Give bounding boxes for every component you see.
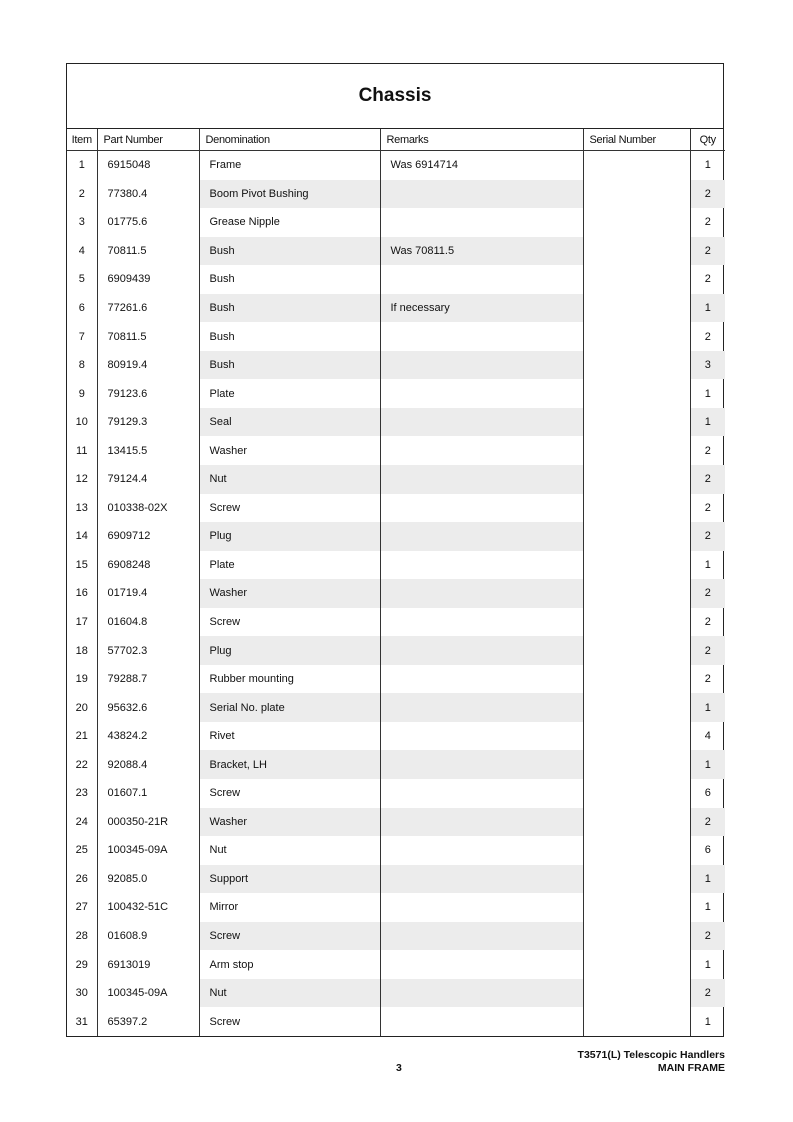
title-box — [67, 64, 723, 129]
denomination-cell: Nut — [199, 836, 380, 865]
serial-number-cell — [583, 494, 690, 523]
denomination-cell: Mirror — [199, 893, 380, 922]
qty-cell: 2 — [704, 673, 711, 686]
qty-cell: 2 — [704, 216, 711, 229]
qty-cell: 2 — [704, 444, 711, 457]
serial-number-cell — [583, 1007, 690, 1036]
table-row — [67, 436, 725, 465]
serial-number-cell — [583, 865, 690, 894]
item-cell: 5 — [67, 265, 97, 294]
remarks-cell — [380, 750, 583, 779]
part-number-cell: 70811.5 — [97, 237, 199, 266]
denomination-cell: Plug — [199, 636, 380, 665]
remarks-cell — [380, 950, 583, 979]
table-row — [67, 608, 725, 637]
denomination-cell: Rivet — [199, 722, 380, 751]
part-number-cell: 6908248 — [97, 551, 199, 580]
serial-number-cell — [583, 322, 690, 351]
parts-table — [67, 129, 725, 1036]
column-header-remarks: Remarks — [380, 129, 583, 151]
remarks-cell — [380, 636, 583, 665]
serial-number-cell — [583, 351, 690, 380]
item-cell: 8 — [67, 351, 97, 380]
qty-cell: 3 — [690, 351, 725, 380]
serial-number-cell — [583, 922, 690, 951]
item-cell: 3 — [67, 208, 97, 237]
serial-number-cell — [583, 608, 690, 637]
document-title: T3571(L) Telescopic Handlers — [577, 1049, 725, 1061]
item-cell: 7 — [67, 322, 97, 351]
column-header-denomination: Denomination — [199, 129, 380, 151]
remarks-cell: If necessary — [380, 294, 583, 323]
qty-cell: 1 — [704, 159, 711, 172]
table-row — [67, 865, 725, 894]
qty-cell: 6 — [704, 844, 711, 857]
item-cell: 1 — [67, 151, 97, 180]
denomination-cell: Bush — [199, 237, 380, 266]
remarks-cell — [380, 665, 583, 694]
table-row — [67, 551, 725, 580]
part-number-cell: 010338-02X — [97, 494, 199, 523]
denomination-cell: Screw — [199, 779, 380, 808]
item-cell: 22 — [67, 750, 97, 779]
table-row — [67, 379, 725, 408]
table-row — [67, 465, 725, 494]
table-row — [67, 408, 725, 437]
denomination-cell: Screw — [199, 922, 380, 951]
table-row — [67, 922, 725, 951]
qty-cell: 2 — [690, 808, 725, 837]
part-number-cell: 92085.0 — [97, 865, 199, 894]
qty-cell: 2 — [690, 979, 725, 1008]
item-cell: 10 — [67, 408, 97, 437]
remarks-cell — [380, 808, 583, 837]
serial-number-cell — [583, 579, 690, 608]
denomination-cell: Screw — [199, 1007, 380, 1036]
part-number-cell: 77380.4 — [97, 180, 199, 209]
denomination-cell: Boom Pivot Bushing — [199, 180, 380, 209]
part-number-cell: 01719.4 — [97, 579, 199, 608]
serial-number-cell — [583, 379, 690, 408]
item-cell: 29 — [67, 950, 97, 979]
qty-cell: 2 — [704, 616, 711, 629]
item-cell: 15 — [67, 551, 97, 580]
remarks-cell — [380, 522, 583, 551]
part-number-cell: 95632.6 — [97, 693, 199, 722]
parts-list-frame — [66, 63, 724, 1037]
serial-number-cell — [583, 151, 690, 180]
serial-number-cell — [583, 522, 690, 551]
serial-number-cell — [583, 265, 690, 294]
item-cell: 19 — [67, 665, 97, 694]
table-row — [67, 180, 725, 209]
qty-cell: 1 — [704, 958, 711, 971]
denomination-cell: Washer — [199, 808, 380, 837]
denomination-cell: Screw — [199, 608, 380, 637]
serial-number-cell — [583, 722, 690, 751]
item-cell: 21 — [67, 722, 97, 751]
denomination-cell: Support — [199, 865, 380, 894]
denomination-cell: Grease Nipple — [199, 208, 380, 237]
part-number-cell: 6909712 — [97, 522, 199, 551]
column-header-item: Item — [67, 129, 97, 151]
column-header-part-number: Part Number — [97, 129, 199, 151]
serial-number-cell — [583, 779, 690, 808]
part-number-cell: 01607.1 — [97, 779, 199, 808]
denomination-cell: Bracket, LH — [199, 750, 380, 779]
part-number-cell: 79288.7 — [97, 665, 199, 694]
qty-cell: 1 — [690, 693, 725, 722]
part-number-cell: 100345-09A — [97, 836, 199, 865]
serial-number-cell — [583, 979, 690, 1008]
remarks-cell — [380, 579, 583, 608]
table-row — [67, 893, 725, 922]
serial-number-cell — [583, 208, 690, 237]
serial-number-cell — [583, 636, 690, 665]
part-number-cell: 79124.4 — [97, 465, 199, 494]
table-row — [67, 294, 725, 323]
table-row — [67, 322, 725, 351]
denomination-cell: Plate — [199, 551, 380, 580]
item-cell: 27 — [67, 893, 97, 922]
qty-cell: 2 — [690, 636, 725, 665]
part-number-cell: 65397.2 — [97, 1007, 199, 1036]
serial-number-cell — [583, 436, 690, 465]
serial-number-cell — [583, 408, 690, 437]
serial-number-cell — [583, 950, 690, 979]
remarks-cell — [380, 979, 583, 1008]
table-row — [67, 237, 725, 266]
qty-cell: 2 — [704, 273, 711, 286]
qty-cell: 2 — [690, 522, 725, 551]
item-cell: 30 — [67, 979, 97, 1008]
part-number-cell: 79129.3 — [97, 408, 199, 437]
part-number-cell: 6913019 — [97, 950, 199, 979]
denomination-cell: Serial No. plate — [199, 693, 380, 722]
qty-cell: 2 — [690, 922, 725, 951]
qty-cell: 1 — [704, 387, 711, 400]
table-row — [67, 636, 725, 665]
item-cell: 28 — [67, 922, 97, 951]
denomination-cell: Bush — [199, 351, 380, 380]
denomination-cell: Plug — [199, 522, 380, 551]
part-number-cell: 100345-09A — [97, 979, 199, 1008]
serial-number-cell — [583, 665, 690, 694]
part-number-cell: 01604.8 — [97, 608, 199, 637]
remarks-cell — [380, 922, 583, 951]
part-number-cell: 01775.6 — [97, 208, 199, 237]
serial-number-cell — [583, 180, 690, 209]
item-cell: 13 — [67, 494, 97, 523]
item-cell: 23 — [67, 779, 97, 808]
qty-cell: 1 — [690, 294, 725, 323]
serial-number-cell — [583, 294, 690, 323]
item-cell: 2 — [67, 180, 97, 209]
remarks-cell — [380, 1007, 583, 1036]
table-row — [67, 208, 725, 237]
qty-cell: 1 — [690, 865, 725, 894]
denomination-cell: Bush — [199, 322, 380, 351]
remarks-cell: Was 70811.5 — [380, 237, 583, 266]
page-title: Chassis — [358, 85, 432, 106]
remarks-cell — [380, 180, 583, 209]
item-cell: 25 — [67, 836, 97, 865]
part-number-cell: 01608.9 — [97, 922, 199, 951]
item-cell: 17 — [67, 608, 97, 637]
qty-cell: 1 — [704, 1015, 711, 1028]
qty-cell: 2 — [690, 579, 725, 608]
part-number-cell: 13415.5 — [97, 436, 199, 465]
remarks-cell — [380, 494, 583, 523]
part-number-cell: 70811.5 — [97, 322, 199, 351]
denomination-cell: Washer — [199, 579, 380, 608]
qty-cell: 1 — [690, 750, 725, 779]
column-header-serial-number: Serial Number — [583, 129, 690, 151]
qty-cell: 1 — [704, 558, 711, 571]
part-number-cell: 79123.6 — [97, 379, 199, 408]
table-row — [67, 950, 725, 979]
denomination-cell: Seal — [199, 408, 380, 437]
item-cell: 18 — [67, 636, 97, 665]
denomination-cell: Washer — [199, 436, 380, 465]
denomination-cell: Plate — [199, 379, 380, 408]
remarks-cell — [380, 208, 583, 237]
remarks-cell — [380, 608, 583, 637]
serial-number-cell — [583, 237, 690, 266]
serial-number-cell — [583, 693, 690, 722]
serial-number-cell — [583, 750, 690, 779]
part-number-cell: 43824.2 — [97, 722, 199, 751]
table-row — [67, 836, 725, 865]
part-number-cell: 6909439 — [97, 265, 199, 294]
denomination-cell: Rubber mounting — [199, 665, 380, 694]
item-cell: 12 — [67, 465, 97, 494]
part-number-cell: 92088.4 — [97, 750, 199, 779]
serial-number-cell — [583, 551, 690, 580]
table-row — [67, 779, 725, 808]
item-cell: 24 — [67, 808, 97, 837]
table-row — [67, 665, 725, 694]
qty-cell: 4 — [704, 730, 711, 743]
item-cell: 20 — [67, 693, 97, 722]
denomination-cell: Bush — [199, 294, 380, 323]
remarks-cell — [380, 865, 583, 894]
denomination-cell: Nut — [199, 465, 380, 494]
table-row — [67, 494, 725, 523]
item-cell: 16 — [67, 579, 97, 608]
table-row — [67, 265, 725, 294]
remarks-cell — [380, 408, 583, 437]
serial-number-cell — [583, 893, 690, 922]
table-row — [67, 808, 725, 837]
qty-cell: 2 — [704, 330, 711, 343]
remarks-cell — [380, 351, 583, 380]
section-name: MAIN FRAME — [657, 1062, 725, 1074]
item-cell: 31 — [67, 1007, 97, 1036]
remarks-cell — [380, 436, 583, 465]
document-footer — [578, 1049, 725, 1075]
part-number-cell: 80919.4 — [97, 351, 199, 380]
item-cell: 6 — [67, 294, 97, 323]
table-row — [67, 522, 725, 551]
remarks-cell — [380, 322, 583, 351]
table-row — [67, 750, 725, 779]
qty-cell: 1 — [704, 901, 711, 914]
denomination-cell: Bush — [199, 265, 380, 294]
table-row — [67, 579, 725, 608]
serial-number-cell — [583, 808, 690, 837]
denomination-cell: Nut — [199, 979, 380, 1008]
qty-cell: 2 — [690, 180, 725, 209]
remarks-cell — [380, 465, 583, 494]
serial-number-cell — [583, 465, 690, 494]
remarks-cell — [380, 893, 583, 922]
item-cell: 9 — [67, 379, 97, 408]
qty-cell: 2 — [704, 501, 711, 514]
table-row — [67, 722, 725, 751]
denomination-cell: Frame — [199, 151, 380, 180]
remarks-cell: Was 6914714 — [380, 151, 583, 180]
page-number: 3 — [396, 1062, 402, 1074]
part-number-cell: 000350-21R — [97, 808, 199, 837]
qty-cell: 2 — [690, 465, 725, 494]
serial-number-cell — [583, 836, 690, 865]
table-header-row — [67, 129, 725, 151]
remarks-cell — [380, 722, 583, 751]
table-row — [67, 693, 725, 722]
remarks-cell — [380, 265, 583, 294]
table-row — [67, 151, 725, 180]
item-cell: 4 — [67, 237, 97, 266]
part-number-cell: 77261.6 — [97, 294, 199, 323]
table-row — [67, 1007, 725, 1036]
denomination-cell: Arm stop — [199, 950, 380, 979]
part-number-cell: 57702.3 — [97, 636, 199, 665]
qty-cell: 6 — [704, 787, 711, 800]
item-cell: 14 — [67, 522, 97, 551]
qty-cell: 2 — [690, 237, 725, 266]
item-cell: 26 — [67, 865, 97, 894]
table-row — [67, 351, 725, 380]
remarks-cell — [380, 379, 583, 408]
column-header-qty: Qty — [690, 129, 725, 151]
part-number-cell: 100432-51C — [97, 893, 199, 922]
remarks-cell — [380, 551, 583, 580]
remarks-cell — [380, 779, 583, 808]
table-row — [67, 979, 725, 1008]
part-number-cell: 6915048 — [97, 151, 199, 180]
table-body — [67, 151, 725, 1036]
remarks-cell — [380, 836, 583, 865]
item-cell: 11 — [67, 436, 97, 465]
qty-cell: 1 — [690, 408, 725, 437]
denomination-cell: Screw — [199, 494, 380, 523]
remarks-cell — [380, 693, 583, 722]
